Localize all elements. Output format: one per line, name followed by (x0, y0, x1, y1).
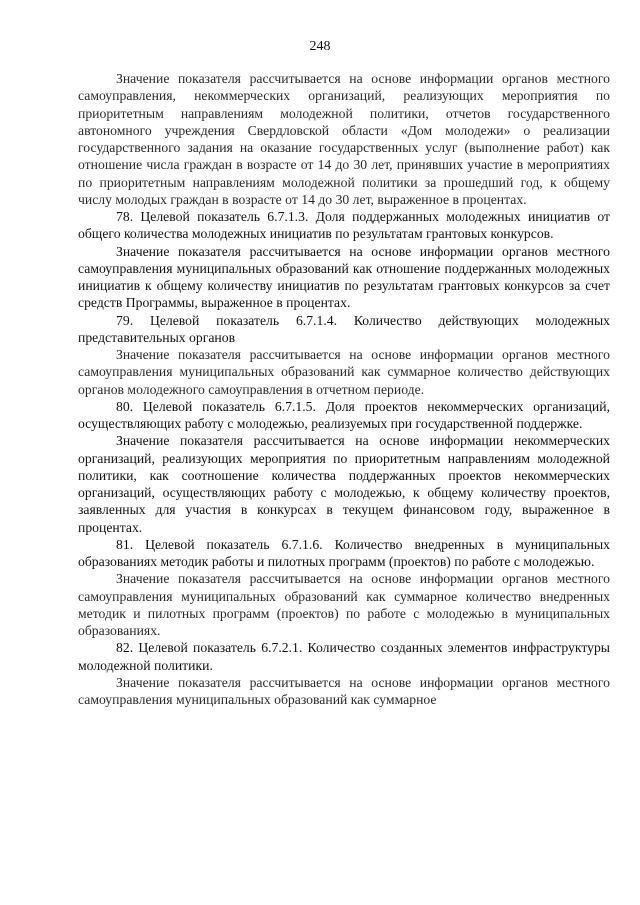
paragraph-indicator-calculation: Значение показателя рассчитывается на основе информации органов местного самоуправления муниципальных образований как суммарное количество внедренных методик и пилотных программ (проектов) по работе с молодежью в муниципальных образованиях. (78, 571, 610, 638)
paragraph-indicator-calculation: Значение показателя рассчитывается на основе информации органов местного самоуправления муниципальных образований как отношение поддержанных молодежных инициатив к общему количеству инициатив по результатам грантовых конкурсов за счет средств Программы, выраженное в процентах. (78, 243, 610, 311)
paragraph-indicator-78: 78. Целевой показатель 6.7.1.3. Доля поддержанных молодежных инициатив от общего количества молодежных инициатив по результатам грантовых конкурсов. (78, 209, 610, 242)
paragraph-indicator-79: 79. Целевой показатель 6.7.1.4. Количество действующих молодежных представительных органов (78, 312, 610, 345)
paragraph-indicator-81: 81. Целевой показатель 6.7.1.6. Количество внедренных в муниципальных образованиях методик работы и пилотных программ (проектов) по работе с молодежью. (78, 536, 610, 569)
paragraph-indicator-calculation: Значение показателя рассчитывается на основе информации органов местного самоуправления муниципальных образований как суммарное количество действующих органов молодежного самоуправления в отчетном периоде. (78, 347, 610, 397)
paragraph-indicator-calculation: Значение показателя рассчитывается на основе информации некоммерческих организаций, реализующих мероприятия по приоритетным направлениям молодежной политики, как соотношение количества поддержанных проектов некоммерческих организаций, осуществляющих работу с молодежью, к общему количеству проектов, заявленных для участия в конкурсах в текущем финансовом году, выраженное в процентах. (78, 433, 610, 535)
paragraph-indicator-calculation: Значение показателя рассчитывается на основе информации органов местного самоуправления, некоммерческих организаций, реализующих мероприятия по приоритетным направлениям молодежной политики, отчетов государственного автономного учреждения Свердловской области «Дом молодежи» о реализации государственного задания на оказание государственных услуг (выполнение работ) как отношение числа граждан в возрасте от 14 до 30 лет, принявших участие в мероприятиях по приоритетным направлениям молодежной политики за прошедший год, к общему числу молодых граждан в возрасте от 14 до 30 лет, выраженное в процентах. (78, 71, 610, 207)
paragraph-indicator-calculation: Значение показателя рассчитывается на основе информации органов местного самоуправления муниципальных образований как суммарное (78, 674, 610, 707)
paragraph-indicator-82: 82. Целевой показатель 6.7.2.1. Количество созданных элементов инфраструктуры молодежной политики. (78, 640, 610, 673)
page-number: 248 (309, 39, 331, 54)
paragraph-indicator-80: 80. Целевой показатель 6.7.1.5. Доля проектов некоммерческих организаций, осуществляющих работу с молодежью, реализуемых при государственной поддержке. (78, 398, 610, 431)
document-body (78, 70, 610, 708)
